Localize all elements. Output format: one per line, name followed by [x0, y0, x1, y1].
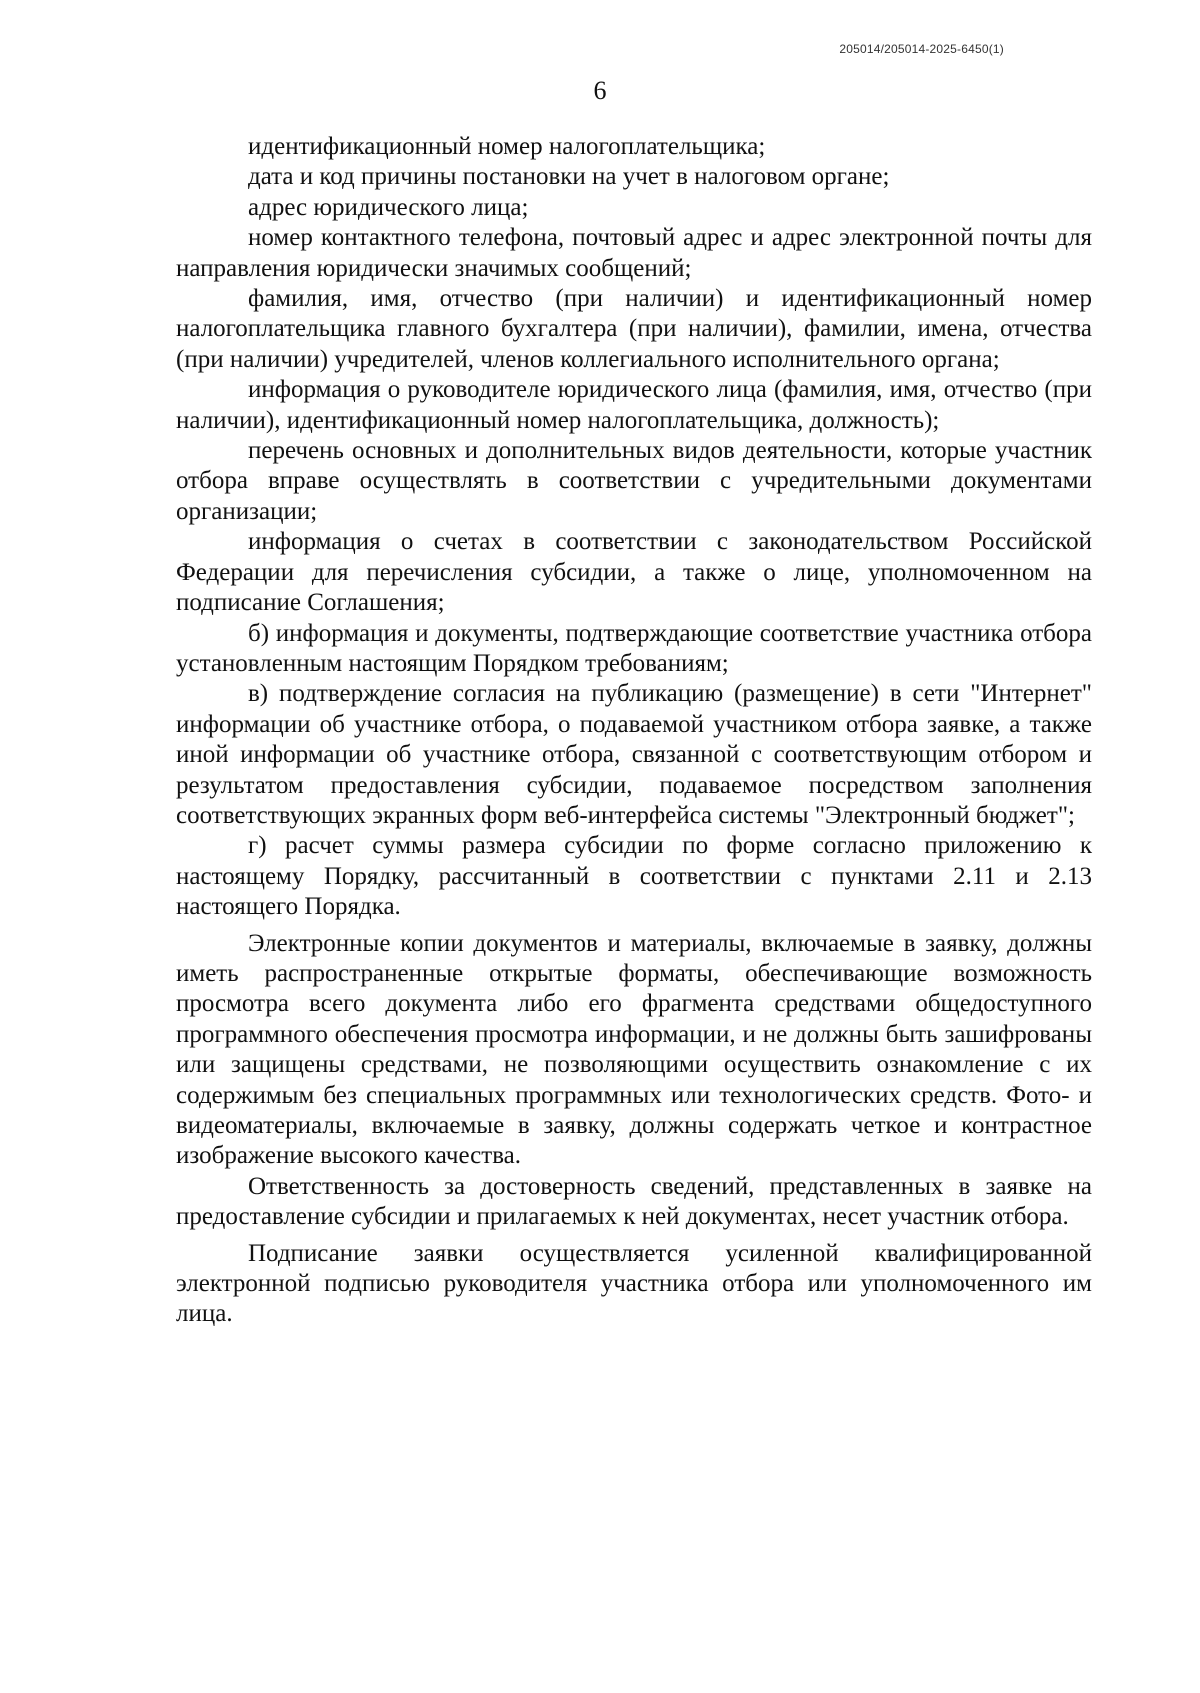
paragraph-item-v: в) подтверждение согласия на публикацию (размещение) в сети "Интернет" информации об участнике отбора, о подаваемой участником отбора заявке, а также иной информации об участнике отбора, связанной с соответствующим отбором и результатом предоставления субсидии, подаваемое посредством заполнения соответствующих экранных форм веб-интерфейса системы "Электронный бюджет";: [176, 680, 1092, 829]
paragraph-activities: перечень основных и дополнительных видов деятельности, которые участник отбора вправе осуществлять в соответствии с учредительными документами организации;: [176, 437, 1092, 525]
page-number: 6: [593, 76, 607, 105]
paragraph-accounts: информация о счетах в соответствии с законодательством Российской Федерации для перечисления субсидии, а также о лице, уполномоченном на подписание Соглашения;: [176, 528, 1092, 617]
paragraph-accountant-founders: фамилия, имя, отчество (при наличии) и идентификационный номер налогоплательщика главного бухгалтера (при наличии), фамилии, имена, отчества (при наличии) учредителей, членов коллегиального исполнительного органа;: [176, 285, 1092, 373]
document-id: 205014/205014-2025-6450(1): [839, 42, 1004, 56]
paragraph-responsibility: Ответственность за достоверность сведений, представленных в заявке на предоставление субсидии и прилагаемых к ней документах, несет участник отбора.: [176, 1172, 1092, 1231]
document-body: [176, 132, 1092, 1330]
paragraph-electronic-copies: Электронные копии документов и материалы, включаемые в заявку, должны иметь распространенные открытые форматы, обеспечивающие возможность просмотра всего документа либо его фрагмента средствами общедоступного программного обеспечения просмотра информации, и не должны быть зашифрованы или защищены средствами, не позволяющими осуществить ознакомление с их содержимым без специальных программных или технологических средств. Фото- и видеоматериалы, включаемые в заявку, должны содержать четкое и контрастное изображение высокого качества.: [176, 929, 1092, 1170]
paragraph-signing: Подписание заявки осуществляется усиленной квалифицированной электронной подписью руководителя участника отбора или уполномоченного им лица.: [176, 1239, 1092, 1328]
paragraph-head-info: информация о руководителе юридического лица (фамилия, имя, отчество (при наличии), идентификационный номер налогоплательщика, должность);: [176, 376, 1092, 434]
paragraph-registration-date: дата и код причины постановки на учет в налоговом органе;: [248, 163, 890, 191]
paragraph-legal-address: адрес юридического лица;: [248, 193, 529, 221]
paragraph-contacts: номер контактного телефона, почтовый адрес и адрес электронной почты для направления юридически значимых сообщений;: [176, 224, 1092, 282]
paragraph-item-b: б) информация и документы, подтверждающие соответствие участника отбора установленным настоящим Порядком требованиям;: [176, 619, 1092, 677]
paragraph-inn: идентификационный номер налогоплательщика;: [248, 133, 766, 160]
paragraph-item-g: г) расчет суммы размера субсидии по форме согласно приложению к настоящему Порядку, рассчитанный в соответствии с пунктами 2.11 и 2.13 настоящего Порядка.: [176, 832, 1092, 921]
